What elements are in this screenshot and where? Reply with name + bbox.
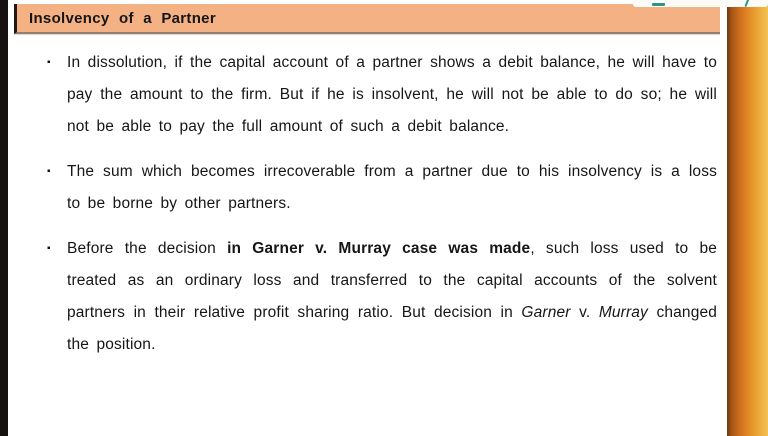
bullet-text: [67, 233, 717, 361]
text-segment-italic: Murray: [598, 304, 648, 321]
bullet-item: [47, 233, 717, 361]
slide-title-bar: [14, 4, 720, 34]
bullet-item: [47, 156, 717, 220]
text-segment-normal: , such loss used to be treated as an ordinary loss and transferred to the capital accounts of the solvent partners in their relative profit sharing ratio. But decision in: [67, 240, 717, 321]
text-segment-italic: Garner: [521, 304, 571, 321]
left-edge-bar: [0, 0, 8, 436]
text-segment-bold: in Garner v. Murray case was made: [227, 240, 531, 257]
bullet-marker-icon: ▪: [47, 57, 51, 68]
text-segment-normal: Before the decision: [67, 240, 228, 257]
bullet-text: [67, 156, 717, 220]
bullet-list: [47, 47, 717, 374]
logo-slash-icon: [744, 0, 749, 7]
bullet-marker-icon: ▪: [47, 243, 51, 254]
text-segment-normal: The sum which becomes irrecoverable from a partner due to his insolvency is a loss to be borne by other partners.: [67, 163, 717, 212]
logo-mark-icon: [652, 3, 665, 6]
bullet-text: [67, 47, 717, 143]
right-edge-gradient-bar: [727, 0, 768, 436]
text-segment-normal: v.: [570, 304, 599, 321]
text-segment-normal: changed the position.: [67, 304, 718, 353]
page-title: Insolvency of a Partner: [29, 9, 216, 27]
bullet-marker-icon: ▪: [47, 166, 51, 177]
cropped-logo: [633, 0, 768, 7]
text-segment-normal: In dissolution, if the capital account of a partner shows a debit balance, he will have to pay the amount to the firm. But if he is insolvent, he will not be able to do so; he will not be able to pay the full amount of such a debit balance.: [67, 54, 717, 135]
bullet-item: [47, 47, 717, 143]
